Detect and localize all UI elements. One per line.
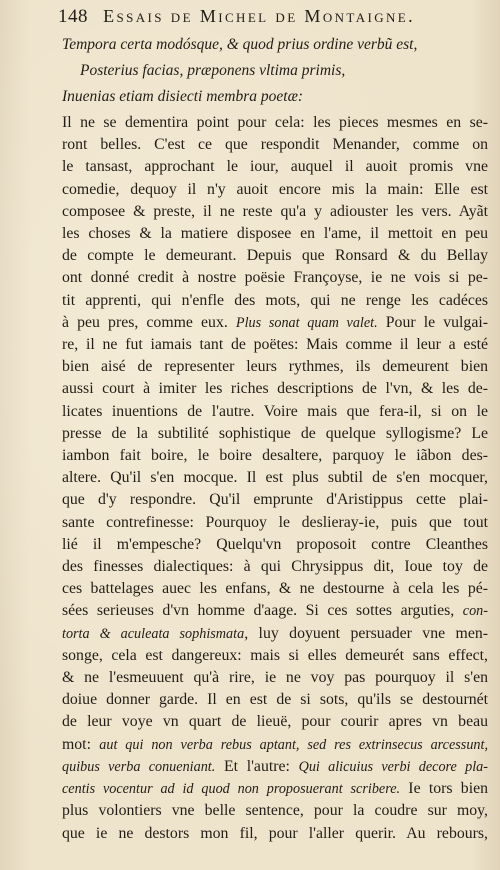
latin-quotation: con- bbox=[462, 603, 488, 620]
text-line bbox=[62, 800, 488, 822]
latin-quotation: aut qui non verba rebus aptant, sed res extrinsecus arcessunt, bbox=[99, 736, 488, 753]
text-line bbox=[62, 312, 488, 334]
text-line bbox=[62, 578, 488, 600]
text-line bbox=[62, 823, 488, 845]
text-line bbox=[62, 223, 488, 245]
text-segment: Et l'autre: bbox=[215, 757, 299, 775]
text-line bbox=[62, 689, 488, 711]
text-line bbox=[62, 356, 488, 378]
text-line bbox=[62, 112, 488, 134]
text-segment: de leur voye vn quart de lieuë, pour courir apres vn beau bbox=[62, 713, 488, 731]
verse-quotation bbox=[62, 32, 492, 110]
text-line bbox=[62, 156, 488, 178]
latin-quotation: centis vocentur ad id quod non proposuerant scribere. bbox=[62, 781, 401, 798]
text-line bbox=[62, 645, 488, 667]
text-segment: ont donné credit à nostre poësie Françoyse, ie ne vois si pe- bbox=[62, 269, 488, 287]
text-segment: songe, cela est dangereux: mais si elles demeurét sans effect, bbox=[62, 646, 488, 664]
text-segment: des finesses dialectiques: à qui Chrysippus dit, Ioue toy de bbox=[62, 558, 488, 576]
text-line bbox=[62, 711, 488, 733]
text-line bbox=[62, 778, 488, 800]
text-segment: mot: bbox=[62, 735, 100, 753]
text-line bbox=[62, 556, 488, 578]
text-segment: que d'y respondre. Qu'il emprunte d'Aristippus cette plai- bbox=[62, 491, 488, 509]
text-segment: lié il m'empesche? Quelqu'vn proposoit contre Cleanthes bbox=[62, 535, 488, 553]
text-segment: Ie tors bien bbox=[400, 780, 488, 798]
running-head: Essais de Michel de Montaigne. bbox=[103, 6, 416, 26]
text-line bbox=[62, 489, 488, 511]
text-line bbox=[62, 290, 488, 312]
text-segment: tit apprenti, qui n'enfle des mots, qui ne renge les cadéces bbox=[62, 291, 488, 309]
text-line bbox=[62, 623, 488, 645]
text-segment: composee & preste, il ne reste qu'a y adiouster les vers. Ayãt bbox=[62, 202, 488, 220]
verse-line: Posterius facias, præponens vltima primis, bbox=[80, 62, 346, 79]
text-line bbox=[62, 600, 488, 622]
text-segment: sées serieuses d'vn homme d'aage. Si ces sottes arguties, bbox=[62, 602, 463, 620]
text-segment: & ne l'esmeuuent qu'à rire, ie ne voy pas pourquoy il s'en bbox=[62, 669, 488, 687]
text-segment: altere. Qu'il s'en mocque. Il est plus subtil de s'en mocquer, bbox=[62, 469, 488, 487]
latin-quotation: Qui alicuius verbi decore pla- bbox=[298, 758, 488, 775]
text-segment: le tansast, approchant le iour, auquel il auoit promis vne bbox=[62, 158, 488, 176]
text-segment: plus volontiers vne belle sentence, pour la coudre sur moy, bbox=[62, 802, 488, 820]
text-line bbox=[62, 734, 488, 756]
text-segment: bien aisé de representer leurs rythmes, ils demeurent bien bbox=[62, 358, 488, 376]
text-segment: iambon fait boire, le boire desaltere, parquoy le iãbon des- bbox=[62, 447, 488, 465]
latin-quotation: Plus sonat quam valet. bbox=[235, 314, 378, 331]
text-segment: licates inuentions de l'autre. Voire mais que fera-il, si on le bbox=[62, 402, 488, 420]
text-segment: comedie, dequoy il n'y auoit encore mis la main: Elle est bbox=[62, 180, 488, 198]
text-segment: que ie ne destors mon fil, pour l'aller querir. Au rebours, bbox=[62, 824, 488, 842]
verse-line: Tempora certa modósque, & quod prius ordine verbũ est, bbox=[62, 36, 418, 53]
text-line bbox=[62, 334, 488, 356]
page-number: 148 bbox=[58, 6, 88, 27]
text-line bbox=[62, 401, 488, 423]
text-segment: sante contrefinesse: Pourquoy le deslieray-ie, puis que tout bbox=[62, 513, 488, 531]
text-segment: ront belles. C'est ce que respondit Menander, comme on bbox=[62, 136, 488, 154]
text-segment: à peu pres, comme eux. bbox=[62, 313, 236, 331]
text-line bbox=[62, 245, 488, 267]
text-line bbox=[62, 512, 488, 534]
text-line bbox=[62, 423, 488, 445]
text-line bbox=[62, 534, 488, 556]
text-segment: doiue donner garde. Il en est de si sots, qu'ils se destournét bbox=[62, 691, 488, 709]
text-line bbox=[62, 378, 488, 400]
latin-quotation: quibus verba conueniant. bbox=[62, 758, 216, 775]
text-segment: Pour le vulgai- bbox=[377, 313, 488, 331]
verse-line: Inuenias etiam disiecti membra poetæ: bbox=[62, 88, 304, 105]
page-header bbox=[58, 6, 488, 32]
text-line bbox=[62, 756, 488, 778]
text-line bbox=[62, 445, 488, 467]
text-segment: presse de la subtilité sophistique de quelque syllogisme? Le bbox=[62, 424, 488, 442]
text-line bbox=[62, 179, 488, 201]
text-segment: Il ne se dementira point pour cela: les pieces mesmes en se- bbox=[62, 114, 488, 131]
body-text bbox=[62, 112, 488, 862]
latin-quotation: torta & aculeata sophismata bbox=[62, 625, 245, 642]
text-segment: de compte le demeurant. Depuis que Ronsard & du Bellay bbox=[62, 247, 488, 265]
text-segment: ces battelages auec les enfans, & ne destourne à cela les pé- bbox=[62, 580, 488, 598]
text-line bbox=[62, 267, 488, 289]
text-line bbox=[62, 467, 488, 489]
text-segment: les choses & la matiere disposee en l'ame, il mettoit en peu bbox=[62, 225, 488, 243]
text-segment: , luy doyuent persuader vne men- bbox=[244, 624, 488, 642]
text-segment: aussi court à imiter les riches descriptions de l'vn, & les de- bbox=[62, 380, 488, 398]
text-line bbox=[62, 201, 488, 223]
text-line bbox=[62, 134, 488, 156]
text-segment: re, il ne fut iamais tant de poëtes: Mais comme il leur a esté bbox=[62, 336, 488, 354]
text-line bbox=[62, 667, 488, 689]
